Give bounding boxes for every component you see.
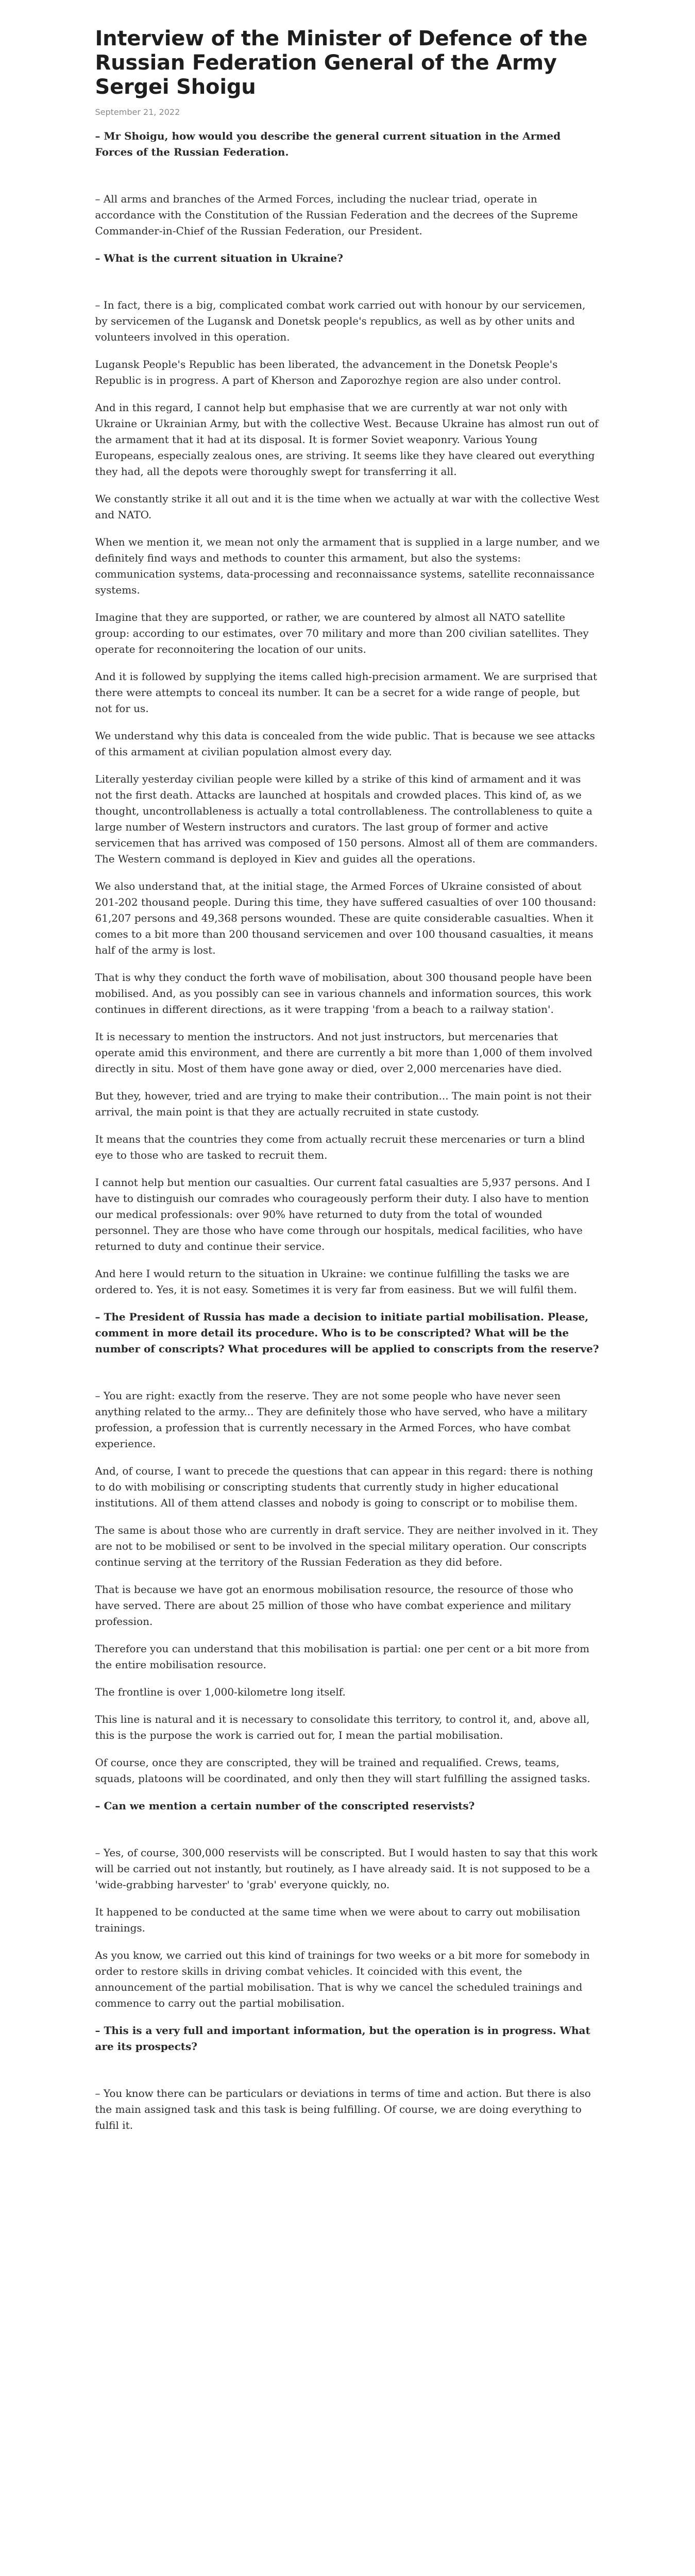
- answer-paragraph: – All arms and branches of the Armed Forces, including the nuclear triad, operate in accordance with the Constitution of the Russian Federation and the decrees of the Supreme Commander-in-Chief of the Russian Federation, our President.: [95, 192, 578, 237]
- answer-paragraph: And here I would return to the situation in Ukraine: we continue fulfilling the tasks we are ordered to. Yes, it is not easy. Sometimes it is very far from easiness. But we will fulfil them.: [95, 1267, 577, 1296]
- answer-paragraph: And in this regard, I cannot help but emphasise that we are currently at war not only with Ukraine or Ukrainian Army, but with the collective West. Because Ukraine has almost run out of the armament that it had at its disposal. It is former Soviet weaponry. Various Young Europeans, especially zealous ones, are striving. It seems like they have cleared out everything they had, all the depots were thoroughly swept for transferring it all.: [95, 401, 599, 478]
- article-date: September 21, 2022: [95, 107, 180, 117]
- question-paragraph: – What is the current situation in Ukraine?: [95, 251, 343, 264]
- question-paragraph: – Mr Shoigu, how would you describe the general current situation in the Armed Forces of the Russian Federation.: [95, 129, 561, 158]
- article-title: Interview of the Minister of Defence of the Russian Federation General of the Army Sergei Shoigu: [95, 27, 588, 99]
- question-paragraph: – This is a very full and important information, but the operation is in progress. What are its prospects?: [95, 2024, 590, 2053]
- answer-paragraph: – In fact, there is a big, complicated combat work carried out with honour by our servicemen, by servicemen of the Lugansk and Donetsk people's republics, as well as by other units and volunteers involved in this operation.: [95, 298, 586, 343]
- answer-paragraph: Lugansk People's Republic has been liberated, the advancement in the Donetsk People's Republic is in progress. A part of Kherson and Zaporozhye region are also under control.: [95, 358, 562, 386]
- answer-paragraph: – You are right: exactly from the reserve. They are not some people who have never seen anything related to the army... They are definitely those who have served, who have a military profession, a profession that is currently necessary in the Armed Forces, who have combat experience.: [95, 1389, 587, 1450]
- answer-paragraph: – You know there can be particulars or deviations in terms of time and action. But there is also the main assigned task and this task is being fulfilling. Of course, we are doing everything to fulfil it.: [95, 2087, 591, 2131]
- answer-paragraph: The same is about those who are currently in draft service. They are neither involved in it. They are not to be mobilised or sent to be involved in the special military operation. Our conscripts continue serving at the territory of the Russian Federation as they did before.: [95, 1523, 598, 1568]
- answer-paragraph: But they, however, tried and are trying to make their contribution... The main point is not their arrival, the main point is that they are actually recruited in state custody.: [95, 1089, 591, 1118]
- answer-paragraph: We also understand that, at the initial stage, the Armed Forces of Ukraine consisted of about 201-202 thousand people. During this time, they have suffered casualties of over 100 thousand: 61,207 persons and 49,368 persons wounded. These are quite considerable casualties. When it comes to a bit more than 200 thousand servicemen and over 100 thousand casualties, it means half of the army is lost.: [95, 879, 597, 956]
- answer-paragraph: Literally yesterday civilian people were killed by a strike of this kind of armament and it was not the first death. Attacks are launched at hospitals and crowded places. This kind of, as we thought, uncontrollableness is actually a total controllableness. The controllableness to quite a large number of Western instructors and curators. The last group of former and active servicemen that has arrived was composed of 150 persons. Almost all of them are commanders. The Western command is deployed in Kiev and guides all the operations.: [95, 772, 598, 865]
- answer-paragraph: The frontline is over 1,000-kilometre long itself.: [95, 1685, 346, 1698]
- answer-paragraph: That is why they conduct the forth wave of mobilisation, about 300 thousand people have been mobilised. And, as you possibly can see in various channels and information sources, this work continues in different directions, as it were trapping 'from a beach to a railway station'.: [95, 971, 592, 1015]
- answer-paragraph: It means that the countries they come from actually recruit these mercenaries or turn a blind eye to those who are tasked to recruit them.: [95, 1132, 585, 1161]
- answer-paragraph: – Yes, of course, 300,000 reservists will be conscripted. But I would hasten to say that this work will be carried out not instantly, but routinely, as I have already said. It is not supposed to be a 'wide-grabbing harvester' to 'grab' everyone quickly, no.: [95, 1846, 598, 1891]
- answer-paragraph: This line is natural and it is necessary to consolidate this territory, to control it, and, above all, this is the purpose the work is carried out for, I mean the partial mobilisation.: [95, 1713, 590, 1741]
- answer-paragraph: And, of course, I want to precede the questions that can appear in this regard: there is nothing to do with mobilising or conscripting students that currently study in higher educational institutions. All of them attend classes and nobody is going to conscript or to mobilise them.: [95, 1464, 594, 1509]
- article: [95, 0, 600, 2176]
- article-body: [95, 128, 600, 2133]
- answer-paragraph: We understand why this data is concealed from the wide public. That is because we see attacks of this armament at civilian population almost every day.: [95, 729, 595, 758]
- answer-paragraph: It happened to be conducted at the same time when we were about to carry out mobilisation trainings.: [95, 1905, 581, 1934]
- answer-paragraph: Imagine that they are supported, or rather, we are countered by almost all NATO satellite group: according to our estimates, over 70 military and more than 200 civilian satellites. They operate for reconnoitering the location of our units.: [95, 611, 589, 655]
- answer-paragraph: That is because we have got an enormous mobilisation resource, the resource of those who have served. There are about 25 million of those who have combat experience and military profession.: [95, 1583, 573, 1628]
- answer-paragraph: I cannot help but mention our casualties. Our current fatal casualties are 5,937 persons. And I have to distinguish our comrades who courageously perform their duty. I also have to mention our medical professionals: over 90% have returned to duty from the total of wounded personnel. They are those who have come through our hospitals, medical facilities, who have returned to duty and continue their service.: [95, 1176, 590, 1252]
- answer-paragraph: And it is followed by supplying the items called high-precision armament. We are surprised that there were attempts to conceal its number. It can be a secret for a wide range of people, but not for us.: [95, 670, 598, 715]
- answer-paragraph: We constantly strike it all out and it is the time when we actually at war with the collective West and NATO.: [95, 492, 600, 521]
- answer-paragraph: It is necessary to mention the instructors. And not just instructors, but mercenaries that operate amid this environment, and there are currently a bit more than 1,000 of them involved directly in situ. Most of them have gone away or died, over 2,000 mercenaries have died.: [95, 1030, 592, 1075]
- answer-paragraph: As you know, we carried out this kind of trainings for two weeks or a bit more for somebody in order to restore skills in driving combat vehicles. It coincided with this event, the announcement of the partial mobilisation. That is why we cancel the scheduled trainings and commence to carry out the partial mobilisation.: [95, 1948, 590, 2009]
- question-paragraph: – Can we mention a certain number of the conscripted reservists?: [95, 1799, 475, 1812]
- answer-paragraph: When we mention it, we mean not only the armament that is supplied in a large number, and we definitely find ways and methods to counter this armament, but also the systems: communication systems, data-processing and reconnaissance systems, satellite reconnaissance systems.: [95, 535, 600, 596]
- question-paragraph: – The President of Russia has made a decision to initiate partial mobilisation. Please, comment in more detail its procedure. Who is to be conscripted? What will be the number of conscripts? What procedures will be applied to conscripts from the reserve?: [95, 1310, 599, 1355]
- answer-paragraph: Therefore you can understand that this mobilisation is partial: one per cent or a bit more from the entire mobilisation resource.: [95, 1642, 590, 1671]
- answer-paragraph: Of course, once they are conscripted, they will be trained and requalified. Crews, teams, squads, platoons will be coordinated, and only then they will start fulfilling the assigned tasks.: [95, 1756, 590, 1785]
